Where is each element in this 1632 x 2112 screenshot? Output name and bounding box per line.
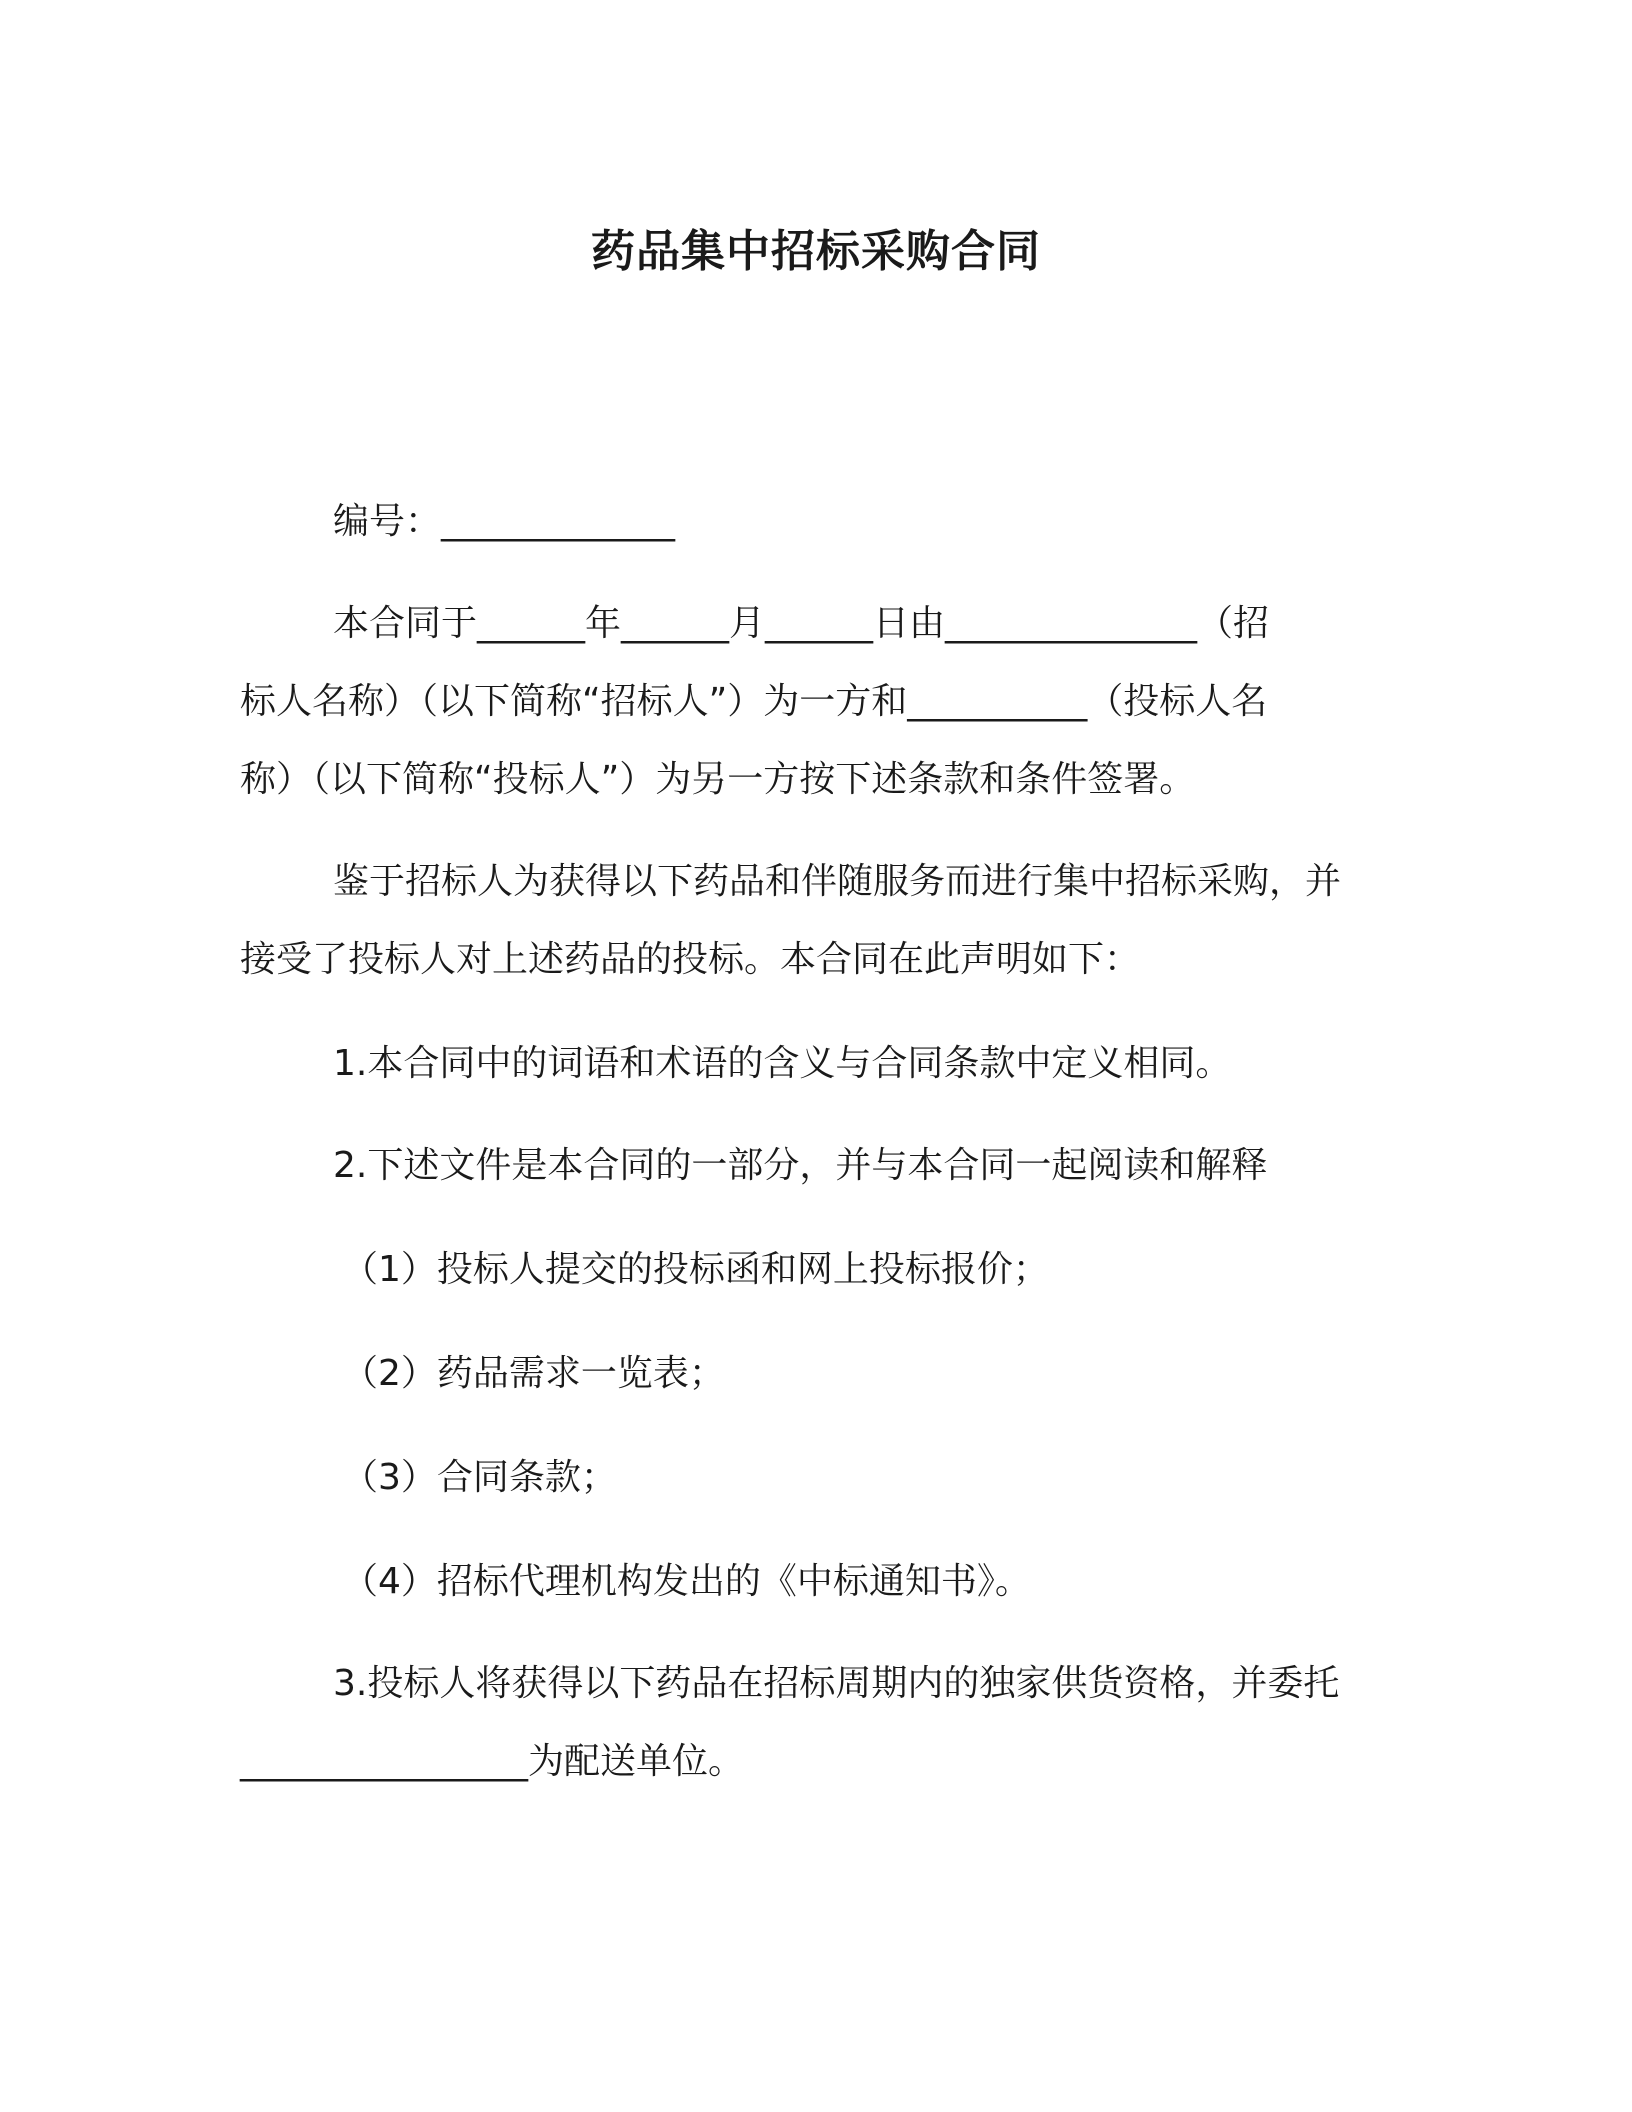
contract-number-line: 编号：_____________ bbox=[333, 501, 676, 542]
intro-paragraph-line-3: 称）（以下简称“投标人”）为另一方按下述条款和条件签署。 bbox=[240, 759, 1196, 800]
intro-paragraph-line-2: 标人名称）（以下简称“招标人”）为一方和__________（投标人名 bbox=[240, 681, 1268, 722]
document-list-item: （1）投标人提交的投标函和网上投标报价； bbox=[342, 1249, 1049, 1290]
clause-1: 1.本合同中的词语和术语的含义与合同条款中定义相同。 bbox=[333, 1043, 1232, 1084]
clause-3-line-1: 3.投标人将获得以下药品在招标周期内的独家供货资格，并委托 bbox=[333, 1663, 1340, 1704]
document-list-item: （4）招标代理机构发出的《中标通知书》。 bbox=[342, 1561, 1031, 1602]
document-title: 药品集中招标采购合同 bbox=[591, 226, 1041, 277]
recital-paragraph-line-1: 鉴于招标人为获得以下药品和伴随服务而进行集中招标采购，并 bbox=[333, 861, 1342, 902]
document-list-item: （2）药品需求一览表； bbox=[342, 1353, 725, 1394]
clause-3-line-2: ________________为配送单位。 bbox=[240, 1741, 745, 1782]
recital-paragraph-line-2: 接受了投标人对上述药品的投标。本合同在此声明如下： bbox=[240, 939, 1141, 980]
intro-paragraph-line-1: 本合同于______年______月______日由______________（招 bbox=[333, 603, 1270, 644]
document-list-item: （3）合同条款； bbox=[342, 1457, 617, 1498]
clause-2: 2.下述文件是本合同的一部分，并与本合同一起阅读和解释 bbox=[333, 1145, 1268, 1186]
